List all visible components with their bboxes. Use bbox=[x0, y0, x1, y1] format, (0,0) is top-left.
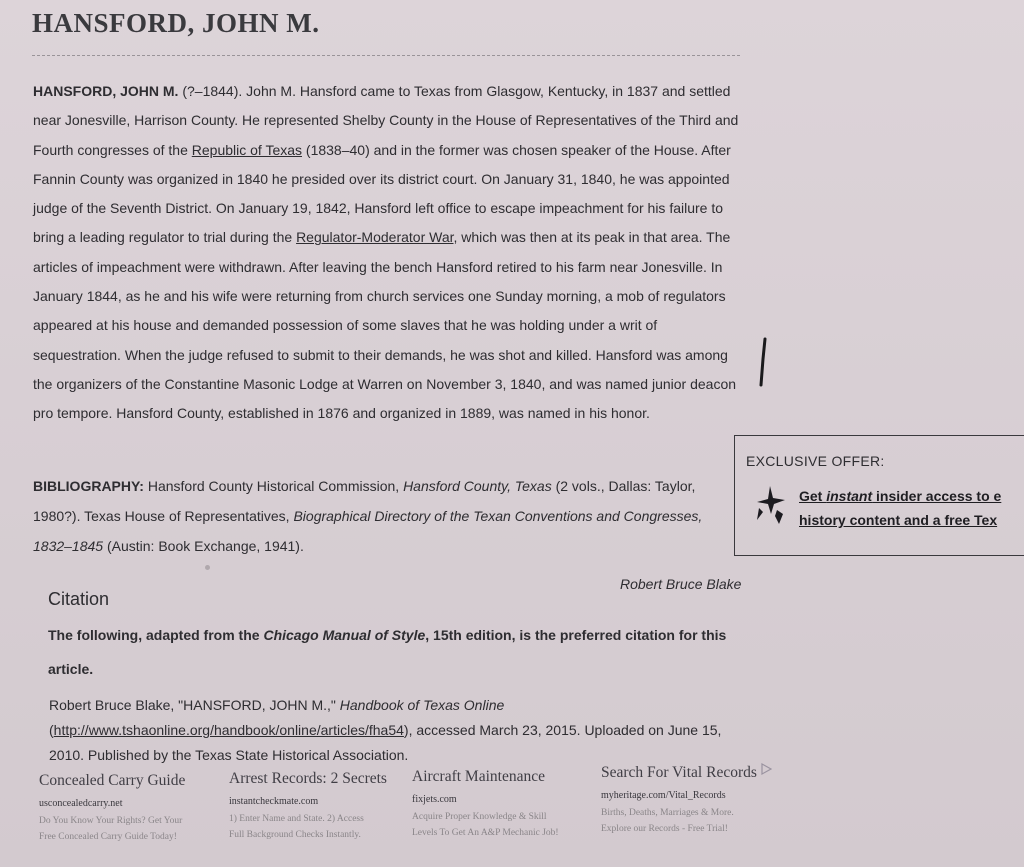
ad-title[interactable]: Concealed Carry Guide bbox=[39, 772, 186, 789]
bibliography bbox=[33, 471, 745, 561]
citation-note-em: Chicago Manual of Style bbox=[263, 627, 426, 643]
ad-url[interactable]: myheritage.com/Vital_Records bbox=[601, 790, 726, 801]
ad-desc-line: Acquire Proper Knowledge & Skill bbox=[412, 812, 547, 822]
citation-text-em: Handbook of Texas Online bbox=[339, 697, 505, 713]
exclusive-offer-box[interactable] bbox=[734, 435, 1024, 556]
pen-mark bbox=[758, 337, 768, 387]
page-title: HANSFORD, JOHN M. bbox=[32, 8, 320, 38]
bibliography-text-2: (2 vols., Dallas: Taylor, 1980?). Texas House of Representatives, bbox=[33, 478, 696, 524]
offer-text-3: history content and a free Tex bbox=[799, 512, 998, 528]
ad-desc-line: Free Concealed Carry Guide Today! bbox=[39, 832, 177, 842]
article-lead-name: HANSFORD, JOHN M. bbox=[33, 83, 179, 99]
citation-text bbox=[49, 693, 749, 768]
citation-url-link[interactable]: http://www.tshaonline.org/handbook/online/articles/fha54 bbox=[53, 722, 404, 738]
ad-strip bbox=[0, 760, 1024, 867]
offer-label: EXCLUSIVE OFFER: bbox=[746, 453, 885, 469]
ad-desc-line: Explore our Records - Free Trial! bbox=[601, 824, 728, 834]
offer-text-em: instant bbox=[826, 488, 873, 504]
citation-url-open: ( bbox=[49, 722, 54, 738]
bibliography-title-1: Hansford County, Texas bbox=[403, 478, 552, 494]
ad-desc-line: Births, Deaths, Marriages & More. bbox=[601, 808, 734, 818]
citation-text-1: Robert Bruce Blake, "HANSFORD, JOHN M.," bbox=[49, 697, 340, 713]
ad-url[interactable]: fixjets.com bbox=[412, 794, 457, 805]
bibliography-text-3: (Austin: Book Exchange, 1941). bbox=[103, 538, 304, 554]
ad-title[interactable]: Aircraft Maintenance bbox=[412, 768, 545, 785]
offer-text-1: Get bbox=[799, 488, 827, 504]
citation-heading: Citation bbox=[48, 589, 110, 609]
article-text-2: (1838–40) and in the former was chosen speaker of the House. After Fannin County was organized in 1840 he presided over its district court. On January 31, 1840, he was appointed judge of the Seventh District. On January 19, 1842, Hansford left office to escape impeachment for his failure to bring a leading regulator to trial during the bbox=[33, 141, 731, 246]
citation-note bbox=[48, 618, 738, 686]
ad-choices-icon[interactable] bbox=[760, 763, 772, 775]
stray-dot bbox=[205, 565, 210, 570]
ad-url[interactable]: instantcheckmate.com bbox=[229, 796, 319, 807]
star-shapes-icon bbox=[753, 484, 787, 528]
ad-desc-line: Levels To Get An A&P Mechanic Job! bbox=[412, 828, 559, 838]
citation-note-text-1: The following, adapted from the bbox=[48, 627, 264, 643]
article-text-3: , which was then at its peak in that area. The articles of impeachment were withdrawn. After leaving the bench Hansford retired to his farm near Jonesville. In January 1844, as he and his wife were returning from church services one Sunday morning, a mob of regulators appeared at his house and demanded possession of some slaves that he was holding under a writ of sequestration. When the judge refused to submit to their demands, he was shot and killed. Hansford was among the organizers of the Constantine Masonic Lodge at Warren on November 3, 1840, and was named junior deacon pro tempore. Hansford County, established in 1876 and organized in 1889, was named in his honor. bbox=[33, 229, 737, 422]
citation-note-text-2: , 15th edition, is the preferred citation for this article. bbox=[48, 627, 727, 677]
title-divider bbox=[32, 55, 740, 56]
bibliography-label: BIBLIOGRAPHY: bbox=[33, 478, 144, 494]
article-text-1: (?–1844). John M. Hansford came to Texas from Glasgow, Kentucky, in 1837 and settled near Jonesville, Harrison County. He represented Shelby County in the House of Representatives of the Third and Fourth congresses of the bbox=[33, 83, 739, 158]
ad-item[interactable] bbox=[229, 770, 387, 843]
author-name: Robert Bruce Blake bbox=[620, 576, 742, 592]
ad-desc-line: 1) Enter Name and State. 2) Access bbox=[229, 814, 364, 824]
ad-url[interactable]: usconcealedcarry.net bbox=[39, 798, 123, 809]
ad-description bbox=[412, 809, 559, 841]
regulator-moderator-war-link[interactable]: Regulator-Moderator War bbox=[296, 229, 454, 246]
offer-link[interactable] bbox=[799, 484, 1024, 532]
ad-item[interactable] bbox=[39, 772, 185, 845]
citation-text-2: ), accessed March 23, 2015. Uploaded on June 15, 2010. Published by the Texas State Historical Association. bbox=[49, 722, 722, 763]
ad-title[interactable]: Search For Vital Records bbox=[601, 764, 757, 781]
offer-text-2: insider access to e bbox=[872, 488, 1002, 504]
ad-desc-line: Do You Know Your Rights? Get Your bbox=[39, 816, 183, 826]
ad-description bbox=[601, 805, 757, 837]
ad-title[interactable]: Arrest Records: 2 Secrets bbox=[229, 770, 387, 787]
ad-item[interactable] bbox=[412, 768, 559, 841]
republic-of-texas-link[interactable]: Republic of Texas bbox=[191, 141, 303, 158]
ad-description bbox=[39, 813, 185, 845]
ad-desc-line: Full Background Checks Instantly. bbox=[229, 830, 361, 840]
bibliography-text-1: Hansford County Historical Commission, bbox=[143, 478, 404, 494]
ad-description bbox=[229, 811, 387, 843]
article-body bbox=[33, 77, 745, 429]
ad-item[interactable] bbox=[601, 764, 757, 837]
bibliography-title-2: Biographical Directory of the Texan Conventions and Congresses, 1832–1845 bbox=[33, 508, 703, 554]
